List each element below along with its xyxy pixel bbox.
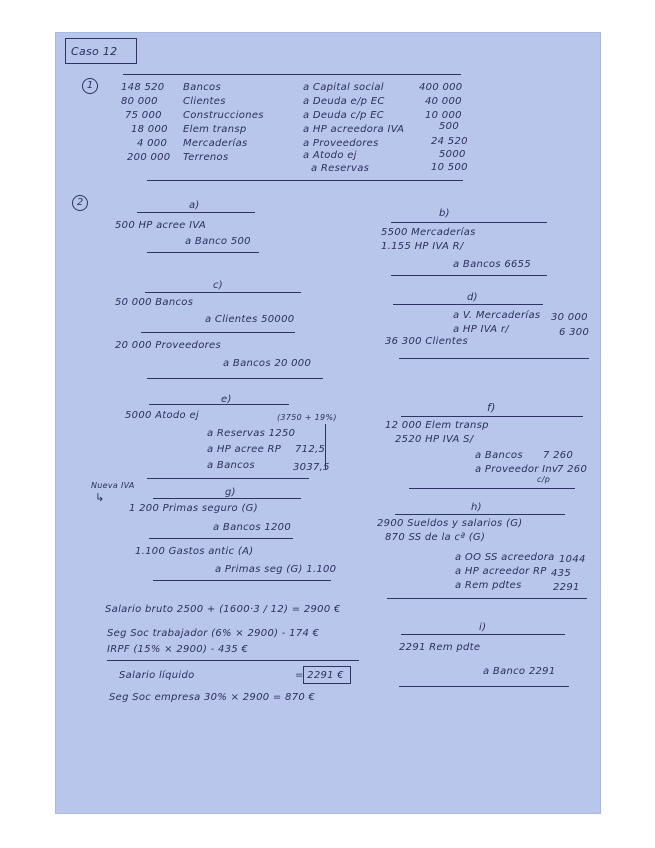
entry-g-label: g) (225, 487, 236, 498)
entry-i-credit: a Banco 2291 (483, 666, 556, 677)
entry-i-debit: 2291 Rem pdte (399, 642, 481, 653)
entry-g-debit: 1 200 Primas seguro (G) (129, 503, 258, 514)
p1-credit-account-1: a Deuda e/p EC (303, 96, 385, 107)
entry-c-top-rule (145, 292, 301, 293)
page-title: Caso 12 (71, 45, 118, 58)
p1-credit-amount-4: 24 520 (431, 136, 468, 147)
entry-g-aside: Nueva IVA (91, 481, 135, 490)
entry-c-bottom-rule (147, 378, 323, 379)
calc-line-3: IRPF (15% × 2900) - 435 € (107, 644, 249, 655)
entry-g-mid-rule (149, 538, 293, 539)
part1-bottom-rule (147, 180, 463, 181)
entry-d-top-rule (393, 304, 543, 305)
entry-f-credit1-amount: 7 260 (543, 450, 574, 461)
part1-number: 1 (82, 78, 98, 94)
entry-g-credit2: a Primas seg (G) 1.100 (215, 564, 337, 575)
entry-h-label: h) (471, 502, 482, 513)
entry-b-credit: a Bancos 6655 (453, 259, 531, 270)
p1-credit-amount-0: 400 000 (419, 82, 463, 93)
entry-f-credit2-account: a Proveedor Inv (475, 464, 559, 475)
entry-e-label: e) (221, 394, 232, 405)
entry-h-credit3-amount: 2291 (553, 582, 580, 593)
p1-account-4: Mercaderías (183, 138, 248, 149)
entry-c-mid-rule (141, 332, 295, 333)
entry-h-line2: 870 SS de la cª (G) (385, 532, 486, 543)
entry-e-bracket (325, 424, 326, 470)
p1-credit-account-0: a Capital social (303, 82, 384, 93)
entry-b-line2: 1.155 HP IVA R/ (381, 241, 464, 252)
p1-credit-account-6: a Reservas (311, 163, 370, 174)
p1-credit-amount-5: 5000 (439, 149, 466, 160)
entry-g-debit2: 1.100 Gastos antic (A) (135, 546, 254, 557)
p1-amount-1: 80 000 (121, 96, 158, 107)
entry-d-debit: 36 300 Clientes (385, 336, 468, 347)
entry-c-label: c) (213, 280, 223, 291)
p1-credit-account-4: a Proveedores (303, 138, 379, 149)
entry-c-credit2: a Bancos 20 000 (223, 358, 312, 369)
calc-rule (107, 660, 359, 661)
entry-d-credit1-account: a V. Mercaderías (453, 310, 541, 321)
entry-e-credit1: a Reservas 1250 (207, 428, 296, 439)
p1-credit-account-2: a Deuda c/p EC (303, 110, 385, 121)
entry-f-line1: 12 000 Elem transp (385, 420, 489, 431)
entry-g-credit: a Bancos 1200 (213, 522, 291, 533)
entry-i-bottom-rule (399, 686, 569, 687)
entry-f-credit2-sub: c/p (537, 475, 551, 484)
p1-amount-0: 148 520 (121, 82, 165, 93)
entry-h-credit1-account: a OO SS acreedora (455, 552, 555, 563)
p1-credit-account-5: a Atodo ej (303, 150, 357, 161)
entry-h-credit2-account: a HP acreedor RP (455, 566, 547, 577)
entry-a-label: a) (189, 200, 200, 211)
p1-amount-5: 200 000 (127, 152, 171, 163)
entry-e-note: (3750 + 19%) (277, 413, 337, 422)
entry-g-bottom-rule (153, 580, 331, 581)
p1-amount-4: 4 000 (137, 138, 168, 149)
calc-line-2: Seg Soc trabajador (6% × 2900) - 174 € (107, 628, 320, 639)
entry-a-top-rule (137, 212, 255, 213)
entry-d-credit2-account: a HP IVA r/ (453, 324, 509, 335)
part1-top-rule (123, 74, 461, 75)
calc-line-5: Seg Soc empresa 30% × 2900 = 870 € (109, 692, 316, 703)
entry-d-bottom-rule (399, 358, 589, 359)
calc-line-1: Salario bruto 2500 + (1600·3 / 12) = 2900 € (105, 604, 341, 615)
entry-e-top-rule (149, 404, 289, 405)
entry-b-top-rule (391, 222, 547, 223)
entry-f-label: f) (487, 401, 496, 414)
entry-g-top-rule (153, 498, 301, 499)
entry-h-line1: 2900 Sueldos y salarios (G) (377, 518, 523, 529)
p1-account-1: Clientes (183, 96, 226, 107)
entry-f-bottom-rule (409, 488, 575, 489)
entry-h-credit2-amount: 435 (551, 568, 571, 579)
entry-f-top-rule (401, 416, 583, 417)
net-salary-box (303, 666, 351, 684)
entry-e-credit2-account: a HP acree RP (207, 444, 282, 455)
entry-f-line2: 2520 HP IVA S/ (395, 434, 474, 445)
entry-h-credit3-account: a Rem pdtes (455, 580, 522, 591)
entry-a-debit: 500 HP acree IVA (115, 220, 206, 231)
notebook-page (55, 32, 601, 814)
entry-a-bottom-rule (147, 252, 259, 253)
entry-c-debit2: 20 000 Proveedores (115, 340, 221, 351)
entry-d-credit2-amount: 6 300 (559, 327, 590, 338)
entry-h-bottom-rule (387, 598, 587, 599)
part2-number: 2 (72, 195, 88, 211)
p1-account-0: Bancos (183, 82, 221, 93)
entry-d-credit1-amount: 30 000 (551, 312, 588, 323)
entry-f-credit1-account: a Bancos (475, 450, 523, 461)
entry-g-arrow: ↳ (95, 491, 105, 504)
entry-b-label: b) (439, 208, 450, 219)
entry-b-bottom-rule (391, 275, 547, 276)
entry-h-top-rule (395, 514, 565, 515)
entry-b-line1: 5500 Mercaderías (381, 227, 476, 238)
p1-account-3: Elem transp (183, 124, 247, 135)
entry-e-credit3-amount: 3037,5 (293, 462, 330, 473)
p1-amount-2: 75 000 (125, 110, 162, 121)
p1-amount-3: 18 000 (131, 124, 168, 135)
entry-e-bottom-rule (147, 478, 309, 479)
entry-e-debit: 5000 Atodo ej (125, 410, 199, 421)
p1-credit-account-3: a HP acreedora IVA (303, 124, 405, 135)
entry-i-label: i) (479, 622, 487, 633)
entry-a-credit: a Banco 500 (185, 236, 251, 247)
entry-i-top-rule (401, 634, 565, 635)
entry-e-credit2-amount: 712,5 (295, 444, 326, 455)
entry-d-label: d) (467, 292, 478, 303)
entry-h-credit1-amount: 1044 (559, 554, 586, 565)
calc-line-4-label: Salario líquido (119, 670, 195, 681)
p1-credit-amount-2: 10 000 (425, 110, 462, 121)
p1-credit-amount-6: 10 500 (431, 162, 468, 173)
entry-c-credit: a Clientes 50000 (205, 314, 295, 325)
p1-account-2: Construcciones (183, 110, 264, 121)
entry-e-credit3-account: a Bancos (207, 460, 255, 471)
calc-line-4-value: = 2291 € (295, 670, 344, 681)
entry-f-credit2-amount: 7 260 (557, 464, 588, 475)
p1-account-5: Terrenos (183, 152, 229, 163)
p1-credit-amount-1: 40 000 (425, 96, 462, 107)
p1-credit-amount-3: 500 (439, 121, 459, 132)
entry-c-debit: 50 000 Bancos (115, 297, 194, 308)
